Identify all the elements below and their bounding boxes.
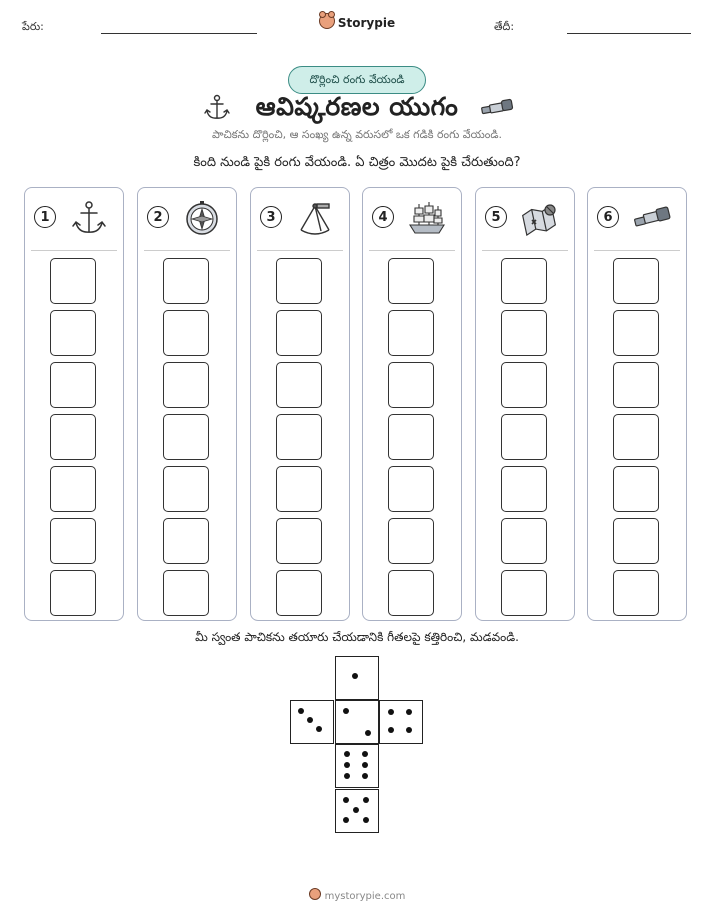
subtitle: పాచికను దొర్లించి, ఆ సంఖ్య ఉన్న వరుసలో ఒక గడికి రంగు వేయండి. <box>212 128 502 141</box>
column-6 <box>587 187 687 621</box>
color-box[interactable] <box>163 466 209 512</box>
color-box[interactable] <box>501 362 547 408</box>
dice-face-4 <box>379 700 423 744</box>
color-box[interactable] <box>50 310 96 356</box>
color-box[interactable] <box>50 466 96 512</box>
color-box[interactable] <box>50 258 96 304</box>
color-box[interactable] <box>163 362 209 408</box>
color-box[interactable] <box>276 362 322 408</box>
color-box[interactable] <box>163 414 209 460</box>
divider <box>594 250 680 251</box>
column-5 <box>475 187 575 621</box>
color-box[interactable] <box>276 466 322 512</box>
anchor-icon <box>69 200 109 236</box>
sextant-icon <box>295 200 335 236</box>
color-box[interactable] <box>501 518 547 564</box>
dice-face-6 <box>335 744 379 788</box>
color-box[interactable] <box>50 414 96 460</box>
color-box[interactable] <box>388 570 434 616</box>
roll-and-color-badge: దొర్లించి రంగు వేయండి <box>288 66 426 94</box>
dice-face-3 <box>290 700 334 744</box>
dice-face-1 <box>335 656 379 700</box>
color-box[interactable] <box>276 310 322 356</box>
column-number: 1 <box>34 206 56 228</box>
divider <box>144 250 230 251</box>
name-line[interactable] <box>101 33 257 34</box>
color-box[interactable] <box>50 518 96 564</box>
color-box[interactable] <box>501 414 547 460</box>
color-box[interactable] <box>388 466 434 512</box>
divider <box>31 250 117 251</box>
color-box[interactable] <box>50 570 96 616</box>
color-box[interactable] <box>276 414 322 460</box>
color-box[interactable] <box>388 258 434 304</box>
color-box[interactable] <box>163 258 209 304</box>
name-label: పేరు: <box>22 20 44 33</box>
column-number: 5 <box>485 206 507 228</box>
color-box[interactable] <box>501 570 547 616</box>
bear-logo-icon <box>319 13 335 29</box>
question: కింది నుండి పైకి రంగు వేయండి. ఏ చిత్రం మొదట పైకి చేరుతుంది? <box>193 155 521 170</box>
divider <box>257 250 343 251</box>
footer <box>0 888 714 902</box>
color-box[interactable] <box>388 414 434 460</box>
color-box[interactable] <box>613 414 659 460</box>
date-line[interactable] <box>567 33 691 34</box>
dice-net <box>290 656 424 834</box>
column-number: 2 <box>147 206 169 228</box>
color-box[interactable] <box>163 570 209 616</box>
color-box[interactable] <box>276 570 322 616</box>
date-label: తేదీ: <box>494 20 515 33</box>
compass-icon <box>182 200 222 236</box>
column-number: 6 <box>597 206 619 228</box>
color-box[interactable] <box>163 310 209 356</box>
color-box[interactable] <box>613 362 659 408</box>
color-box[interactable] <box>501 258 547 304</box>
color-box[interactable] <box>613 310 659 356</box>
column-4 <box>362 187 462 621</box>
color-box[interactable] <box>388 362 434 408</box>
color-box[interactable] <box>388 310 434 356</box>
telescope-icon <box>480 98 514 116</box>
color-box[interactable] <box>613 518 659 564</box>
telescope-icon <box>632 200 672 236</box>
color-box[interactable] <box>163 518 209 564</box>
bear-logo-icon <box>309 888 321 900</box>
dice-face-5 <box>335 789 379 833</box>
divider <box>369 250 455 251</box>
ship-icon <box>407 200 447 236</box>
color-box[interactable] <box>501 466 547 512</box>
cut-fold-instruction: మీ స్వంత పాచికను తయారు చేయడానికి గీతలపై కత్తిరించి, మడవండి. <box>195 630 519 644</box>
column-number: 3 <box>260 206 282 228</box>
treasure-map-icon <box>520 200 560 236</box>
color-box[interactable] <box>613 466 659 512</box>
color-box[interactable] <box>388 518 434 564</box>
color-box[interactable] <box>276 258 322 304</box>
color-box[interactable] <box>50 362 96 408</box>
color-box[interactable] <box>613 570 659 616</box>
page-title: ఆవిష్కరణల యుగం <box>255 92 459 121</box>
brand-logo: Storypie <box>0 13 714 30</box>
column-1 <box>24 187 124 621</box>
divider <box>482 250 568 251</box>
column-3 <box>250 187 350 621</box>
footer-url[interactable]: mystorypie.com <box>324 891 406 902</box>
color-box[interactable] <box>613 258 659 304</box>
color-box[interactable] <box>276 518 322 564</box>
color-box[interactable] <box>501 310 547 356</box>
column-number: 4 <box>372 206 394 228</box>
dice-face-2 <box>335 700 379 744</box>
column-2 <box>137 187 237 621</box>
